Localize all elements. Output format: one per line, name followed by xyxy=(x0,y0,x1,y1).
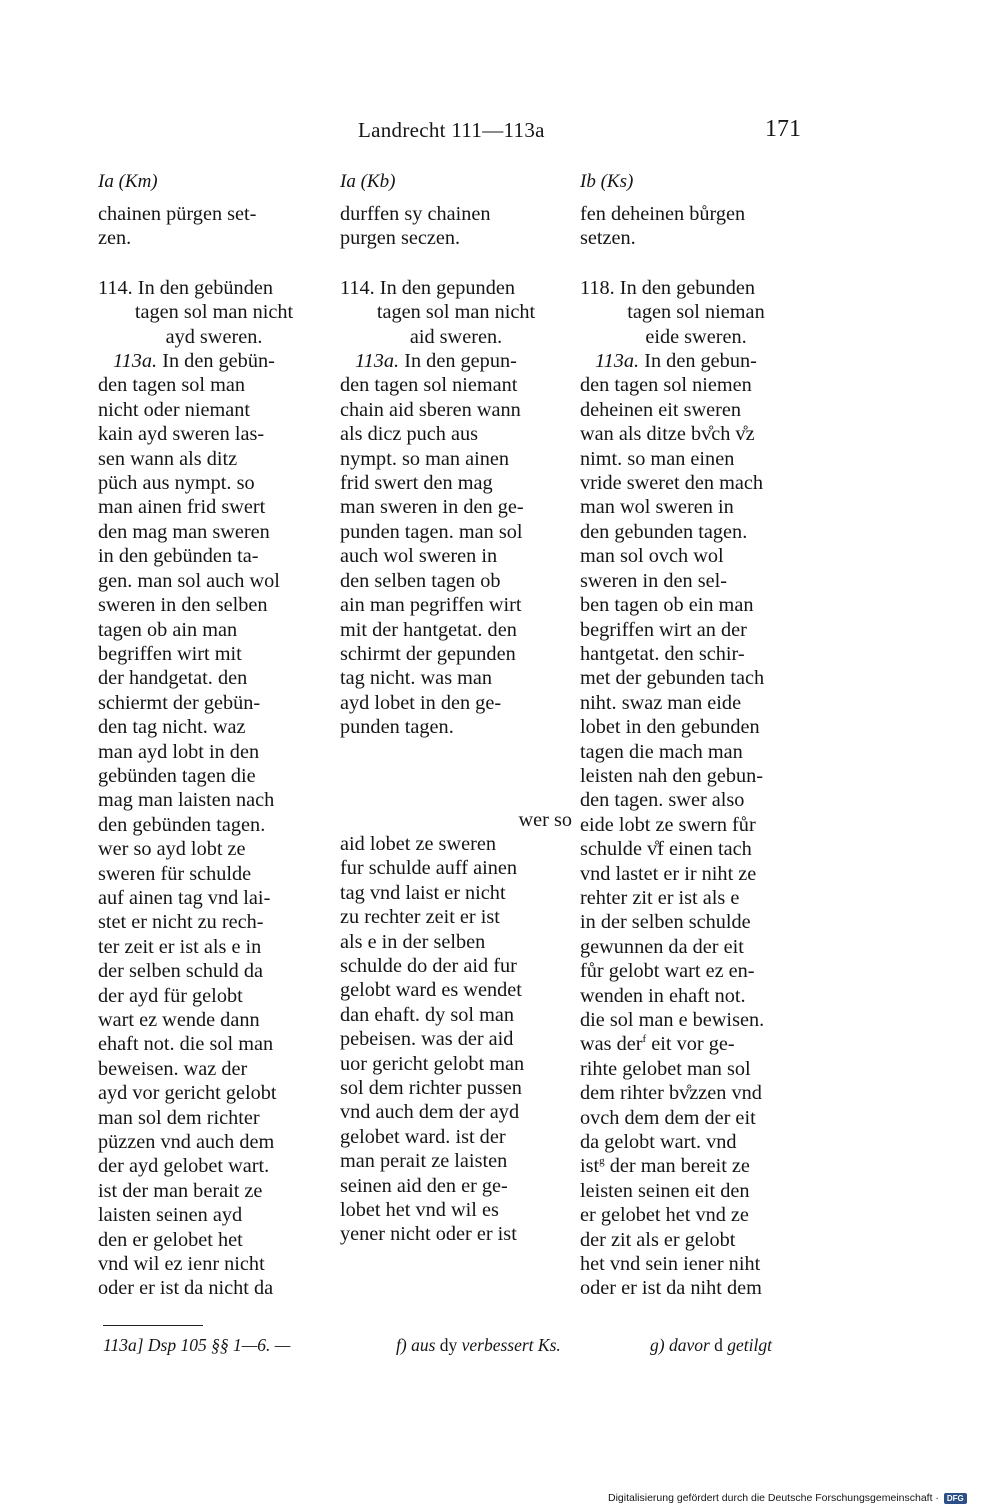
credit-text: Digitalisierung gefördert durch die Deutsche Forschungsgemeinschaft · xyxy=(608,1492,939,1504)
text-line: schulde v̊f einen tach xyxy=(580,838,752,861)
section-heading xyxy=(98,276,330,349)
text-line: 113a. In den gepun- xyxy=(355,350,517,373)
text-line: tagen die mach man xyxy=(580,740,743,763)
heading-line: tagen sol nieman xyxy=(627,301,765,324)
text-line: wart ez wende dann xyxy=(98,1009,260,1031)
page-header xyxy=(0,118,1000,152)
text-line: als dicz puch aus xyxy=(340,423,478,446)
text-line: ain man pegriffen wirt xyxy=(340,594,522,617)
text-line: den gebünden tagen. xyxy=(98,813,266,836)
text-line: punden tagen. xyxy=(340,716,454,739)
spacer xyxy=(98,251,330,276)
text-line: man ayd lobt in den xyxy=(98,740,260,763)
text-line: püzzen vnd auch dem xyxy=(98,1131,275,1154)
text-line: sweren für schulde xyxy=(98,862,252,885)
text-line: vnd wil ez ienr nicht xyxy=(98,1253,265,1276)
text-line: leisten nah den gebun- xyxy=(580,764,764,787)
column-siglum: Ia (Km) xyxy=(98,171,158,192)
text-line: ayd lobet in den ge- xyxy=(340,691,502,714)
text-line: zen. xyxy=(98,227,132,250)
heading-line: tagen sol man nicht xyxy=(134,301,294,324)
spacer xyxy=(580,251,812,276)
text-line: den tagen sol niemant xyxy=(340,374,518,397)
footnotes xyxy=(98,1325,818,1365)
text-line: beweisen. waz der xyxy=(98,1057,248,1080)
footnote-marker: g xyxy=(599,1155,605,1168)
text-line: pebeisen. was der aid xyxy=(340,1028,514,1051)
text-line: deheinen eit sweren xyxy=(580,398,742,421)
text-line: setzen. xyxy=(580,227,636,250)
page-number: 171 xyxy=(765,116,801,142)
text-line: als e in der selben xyxy=(340,930,486,953)
text-line: aid lobet ze sweren xyxy=(340,832,496,855)
text-line: der ayd für gelobt xyxy=(98,984,243,1007)
text-line: niht. swaz man eide xyxy=(580,691,742,714)
text-line: mit der hantgetat. den xyxy=(340,618,517,641)
text-line: schirmt der gepunden xyxy=(340,642,516,665)
spacer xyxy=(340,251,572,276)
section-body-continued xyxy=(340,808,572,1247)
text-line: sweren in den sel- xyxy=(580,569,727,592)
text-line: met der gebunden tach xyxy=(580,667,765,690)
heading-line: tagen sol man nicht xyxy=(376,301,536,324)
dfg-logo: DFG xyxy=(944,1493,967,1504)
section-ref: 113a. xyxy=(355,350,400,373)
text-line: fen deheinen bůrgen xyxy=(580,203,746,225)
text-line: oder er ist da niht dem xyxy=(580,1277,762,1300)
text-line: gelobet ward. ist der xyxy=(340,1125,506,1148)
text-line: yener nicht oder er ist xyxy=(340,1223,517,1246)
text-line: was der$^f$ eit vor ge- xyxy=(580,1033,735,1056)
text-line: nympt. so man ainen xyxy=(340,447,509,470)
text-line: gen. man sol auch wol xyxy=(98,569,280,592)
text-line: sol dem richter pussen xyxy=(340,1077,522,1099)
text-line: kain ayd sweren las- xyxy=(98,423,265,446)
text-line: man wol sweren in xyxy=(580,496,734,519)
text-line: ayd vor gericht gelobt xyxy=(98,1082,277,1105)
text-line: lobet het vnd wil es xyxy=(340,1199,499,1222)
text-line: fur schulde auff ainen xyxy=(340,857,518,880)
footnote-marker: f xyxy=(642,1033,647,1046)
section-heading xyxy=(580,276,812,349)
text-line: lobet in den gebunden xyxy=(580,716,760,739)
text-line: mag man laisten nach xyxy=(98,789,275,812)
text-line: 113a. In den gebün- xyxy=(113,350,275,373)
text-line: wenden in ehaft not. xyxy=(580,984,746,1007)
section-heading xyxy=(340,276,572,349)
text-line: schulde do der aid fur xyxy=(340,954,517,977)
text-line: 113a. In den gebun- xyxy=(595,350,757,373)
text-line: het vnd sein iener niht xyxy=(580,1253,761,1276)
text-line: seinen aid den er ge- xyxy=(340,1174,508,1197)
text-line: schiermt der gebün- xyxy=(98,691,261,714)
text-line: er gelobet het vnd ze xyxy=(580,1204,749,1227)
text-line: gewunnen da der eit xyxy=(580,935,744,958)
section-ref: 113a. xyxy=(113,350,158,373)
text-line: sweren in den selben xyxy=(98,594,268,617)
text-line: ter zeit er ist als e in xyxy=(98,935,262,958)
text-line: wan als ditze bv̊ch v̊z xyxy=(580,423,755,446)
column-ks xyxy=(580,170,812,1301)
text-line: man perait ze laisten xyxy=(340,1150,508,1173)
text-line: in den gebünden ta- xyxy=(98,545,259,568)
text-line: wer so ayd lobt ze xyxy=(98,838,246,861)
text-line: auch wol sweren in xyxy=(340,545,498,568)
heading-line: 114. In den gepunden xyxy=(340,276,515,299)
text-line: wer so xyxy=(518,808,572,831)
text-line: chainen pürgen set- xyxy=(98,203,257,225)
heading-line: ayd sweren. xyxy=(165,325,263,348)
text-line: der ayd gelobet wart. xyxy=(98,1155,270,1178)
text-line: oder er ist da nicht da xyxy=(98,1277,274,1300)
intro-text xyxy=(340,202,572,251)
text-line: man sweren in den ge- xyxy=(340,496,524,519)
text-line: man sol ovch wol xyxy=(580,545,724,568)
text-line: chain aid sberen wann xyxy=(340,398,521,421)
footnote-1: 113a] Dsp 105 §§ 1—6. — xyxy=(103,1335,291,1355)
text-line: gelobt ward es wendet xyxy=(340,979,522,1002)
section-ref: 113a. xyxy=(595,350,640,373)
text-line: ist$^g$ der man bereit ze xyxy=(580,1155,750,1178)
text-line: der selben schuld da xyxy=(98,960,264,983)
text-line: dan ehaft. dy sol man xyxy=(340,1003,515,1026)
heading-line: 114. In den gebünden xyxy=(98,276,273,299)
column-kb xyxy=(340,170,572,1247)
section-body xyxy=(98,349,330,1301)
text-line: hantgetat. den schir- xyxy=(580,642,745,665)
text-line: vnd lastet er ir niht ze xyxy=(580,862,757,885)
column-km xyxy=(98,170,330,1301)
text-line: dem rihter bv̊zzen vnd xyxy=(580,1082,762,1105)
text-line: punden tagen. man sol xyxy=(340,520,523,543)
text-line: ben tagen ob ein man xyxy=(580,594,754,617)
text-line: zu rechter zeit er ist xyxy=(340,906,500,929)
footnote-rule xyxy=(103,1325,203,1326)
text-line: püch aus nympt. so xyxy=(98,472,255,495)
intro-text xyxy=(98,202,330,251)
section-body xyxy=(340,349,572,740)
text-line: der zit als er gelobt xyxy=(580,1228,736,1251)
text-line: der handgetat. den xyxy=(98,667,248,690)
text-line: vride sweret den mach xyxy=(580,472,764,495)
section-body xyxy=(580,349,812,1301)
text-line: vnd auch dem der ayd xyxy=(340,1101,520,1124)
heading-line: aid sweren. xyxy=(409,325,503,348)
text-line: begriffen wirt mit xyxy=(98,642,242,665)
text-line: ovch dem dem der eit xyxy=(580,1106,756,1129)
text-line: frid swert den mag xyxy=(340,472,493,495)
intro-text xyxy=(580,202,812,251)
text-line: den gebunden tagen. xyxy=(580,520,748,543)
text-line: sen wann als ditz xyxy=(98,447,238,470)
text-line: purgen seczen. xyxy=(340,227,461,250)
text-line: tagen ob ain man xyxy=(98,618,238,641)
text-line: man ainen frid swert xyxy=(98,496,266,519)
text-line: uor gericht gelobt man xyxy=(340,1052,525,1075)
text-line: die sol man e bewisen. xyxy=(580,1009,765,1031)
column-siglum: Ib (Ks) xyxy=(580,171,634,192)
text-line: den tagen sol man xyxy=(98,374,245,397)
text-line: ehaft not. die sol man xyxy=(98,1033,274,1056)
text-line: man sol dem richter xyxy=(98,1106,260,1129)
digitization-credit xyxy=(608,1492,967,1504)
running-title: Landrecht 111—113a xyxy=(358,118,545,142)
text-line: begriffen wirt an der xyxy=(580,618,747,641)
text-line: in der selben schulde xyxy=(580,911,751,934)
text-line: rehter zit er ist als e xyxy=(580,886,740,909)
text-line: den selben tagen ob xyxy=(340,569,501,592)
text-line: durffen sy chainen xyxy=(340,203,491,225)
text-line: den mag man sweren xyxy=(98,520,270,543)
text-line: laisten seinen ayd xyxy=(98,1204,243,1227)
text-line: gebünden tagen die xyxy=(98,764,256,787)
spacer xyxy=(340,740,572,808)
text-line: auf ainen tag vnd lai- xyxy=(98,886,271,909)
text-line: fůr gelobt wart ez en- xyxy=(580,960,755,983)
text-line: tag nicht. was man xyxy=(340,667,493,690)
text-line: leisten seinen eit den xyxy=(580,1179,750,1202)
text-line: stet er nicht zu rech- xyxy=(98,911,264,934)
text-line: den tagen. swer also xyxy=(580,789,745,812)
text-line: nimt. so man einen xyxy=(580,447,735,470)
text-line: den er gelobet het xyxy=(98,1228,243,1251)
text-line: eide lobt ze swern fůr xyxy=(580,813,756,836)
footnote-g: g) davor d getilgt xyxy=(650,1335,772,1355)
text-line: ist der man berait ze xyxy=(98,1179,263,1202)
text-line: tag vnd laist er nicht xyxy=(340,881,506,904)
text-line: da gelobt wart. vnd xyxy=(580,1131,737,1154)
text-line: rihte gelobet man sol xyxy=(580,1057,751,1080)
text-line: den tag nicht. waz xyxy=(98,716,246,739)
text-line: nicht oder niemant xyxy=(98,398,251,421)
column-siglum: Ia (Kb) xyxy=(340,171,396,192)
text-line: den tagen sol niemen xyxy=(580,374,752,397)
heading-line: 118. In den gebunden xyxy=(580,276,755,299)
heading-line: eide sweren. xyxy=(645,325,747,348)
footnote-f: f) aus dy verbessert Ks. xyxy=(396,1335,561,1355)
